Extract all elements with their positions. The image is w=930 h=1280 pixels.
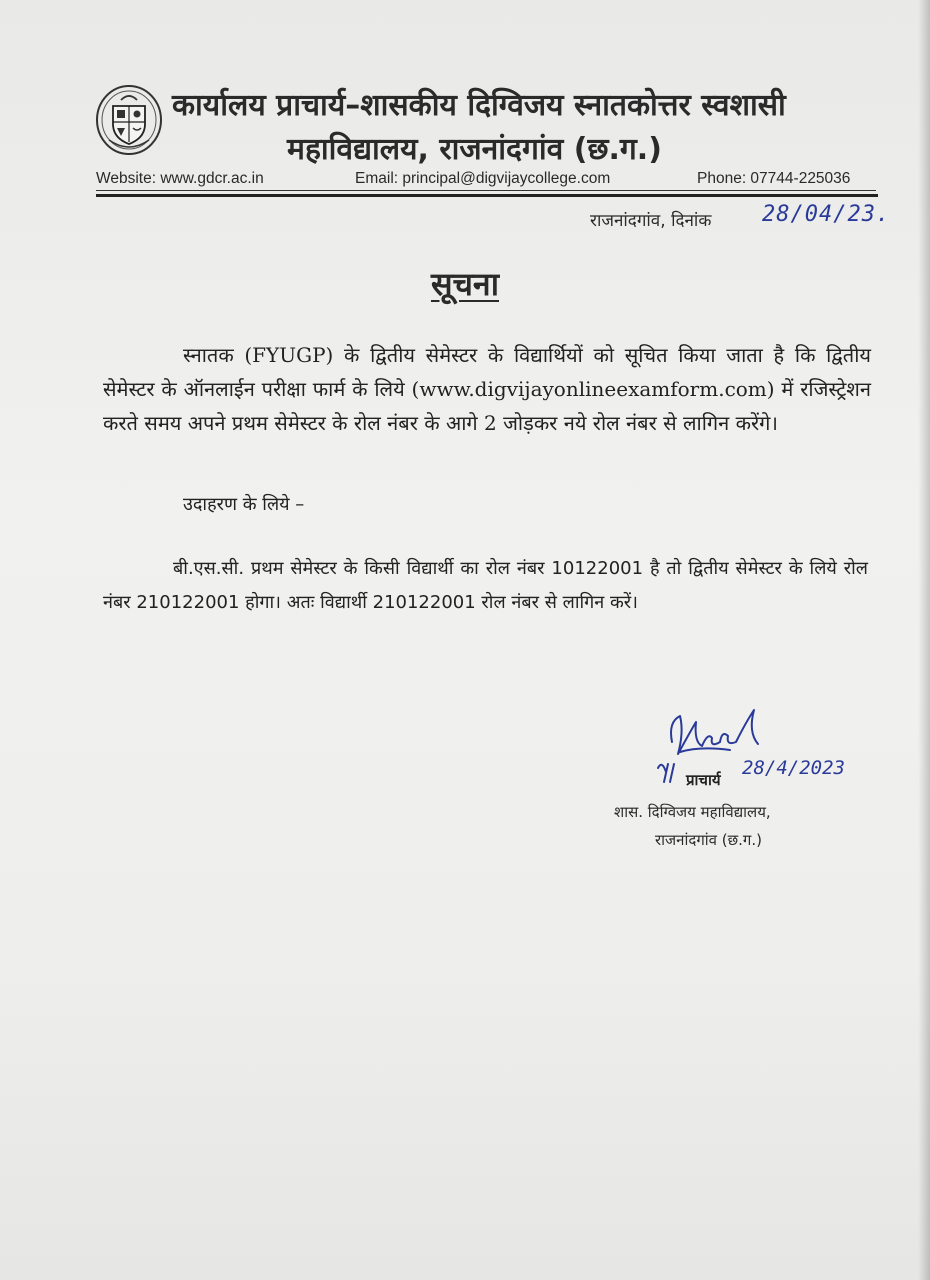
- website-text: Website: www.gdcr.ac.in: [96, 170, 264, 187]
- email-text: Email: principal@digvijaycollege.com: [355, 170, 611, 187]
- handwritten-date: 28/04/23.: [762, 202, 891, 227]
- example-label: उदाहरण के लिये –: [183, 494, 305, 515]
- signature-date: 28/4/2023: [742, 757, 845, 779]
- notice-paragraph-1: [103, 338, 871, 440]
- phone-text: Phone: 07744-225036: [697, 170, 851, 187]
- letterhead-title-line1: कार्यालय प्राचार्य–शासकीय दिग्विजय स्नातकोत्तर स्वशासी: [172, 88, 786, 123]
- letterhead-contact-row: [96, 166, 872, 190]
- header-divider-thin: [96, 190, 876, 191]
- notice-heading: [0, 262, 930, 305]
- college-seal-icon: [95, 84, 163, 156]
- page-edge-shadow: [918, 0, 930, 1280]
- letterhead-title: [172, 84, 872, 172]
- paragraph-1-text: स्नातक (FYUGP) के द्वितीय सेमेस्टर के विद्यार्थियों को सूचित किया जाता है कि द्वितीय सेमेस्टर के ऑनलाईन परीक्षा फार्म के लिये (www.digvijayonlineexamform.com) में रजिस्ट्रेशन करते समय अपने प्रथम सेमेस्टर के रोल नंबर के आगे 2 जोड़कर नये रोल नंबर से लागिन करेंगे।: [103, 343, 871, 435]
- notice-heading-text: सूचना: [430, 265, 499, 303]
- notice-paragraph-3: [103, 552, 868, 620]
- signatory-college: शास. दिग्विजय महाविद्यालय,: [614, 803, 771, 821]
- paragraph-3-text: बी.एस.सी. प्रथम सेमेस्टर के किसी विद्यार्थी का रोल नंबर 10122001 है तो द्वितीय सेमेस्टर के लिये रोल नंबर 210122001 होगा। अतः विद्यार्थी 210122001 रोल नंबर से लागिन करें।: [103, 558, 868, 613]
- signatory-designation: प्राचार्य: [686, 771, 721, 789]
- header-divider-thick: [96, 194, 878, 197]
- letterhead-title-line2: महाविद्यालय, राजनांदगांव (छ.ग.): [287, 132, 662, 167]
- signatory-city: राजनांदगांव (छ.ग.): [655, 831, 762, 849]
- date-label: राजनांदगांव, दिनांक: [590, 211, 712, 231]
